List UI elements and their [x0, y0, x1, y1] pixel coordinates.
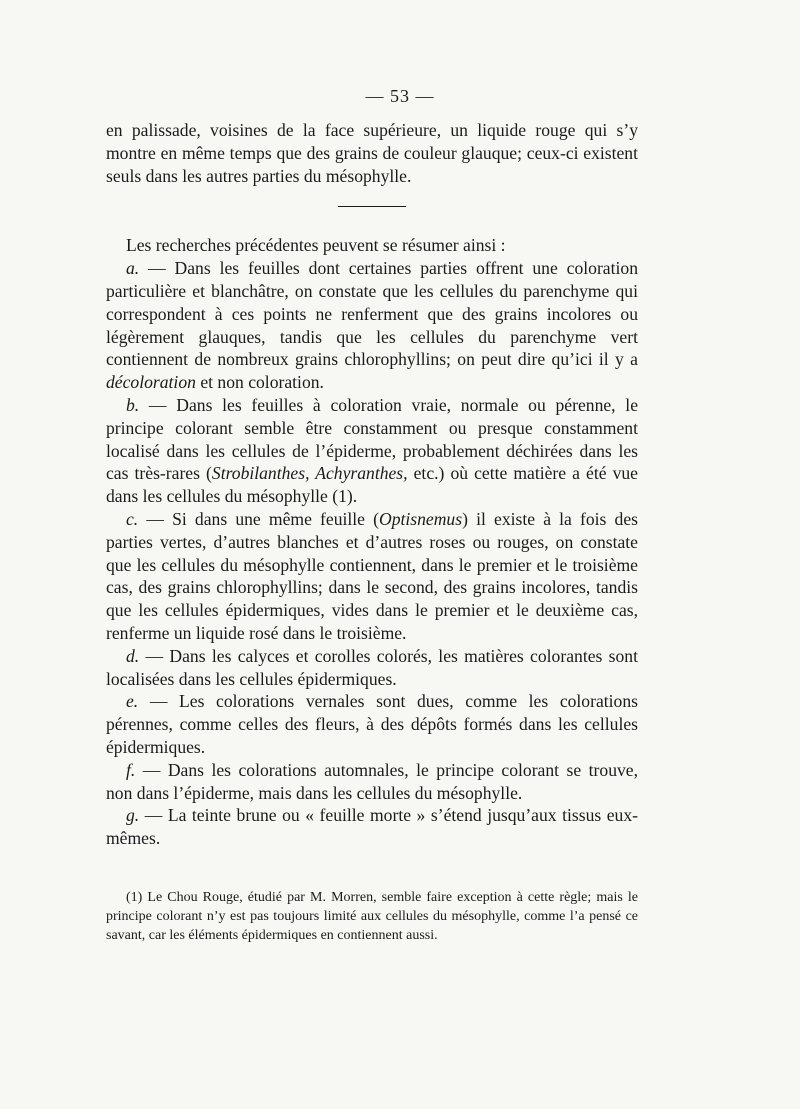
summary-item-g: g. — La teinte brune ou « feuille morte » s’étend jusqu’aux tissus eux-mêmes. [106, 805, 638, 849]
intro-paragraph: en palissade, voisines de la face supérieure, un liquide rouge qui s’y montre en même temps que des grains de couleur glauque; ceux-ci existent seuls dans les autres parties du mésophylle. [106, 120, 638, 186]
footnote [106, 888, 638, 945]
summary-item-f: f. — Dans les colorations automnales, le principe colorant se trouve, non dans l’épiderme, mais dans les cellules du mésophylle. [106, 759, 638, 803]
emphasis: Optisnemus [378, 508, 463, 529]
item-marker: d. [126, 645, 140, 666]
summary-item-b: b. — Dans les feuilles à coloration vraie, normale ou pérenne, le principe colorant semble être constamment ou presque constamment localisé dans les cellules de l’épiderme, probablement déchirées dans les cas très-rares (Strobilanthes, Achyranthes, etc.) où cette matière a été vue dans les cellules du mésophylle (1). [106, 394, 638, 507]
item-marker: g. [126, 805, 140, 826]
emphasis: décoloration [106, 372, 196, 393]
body-text [106, 119, 638, 850]
summary-item-d: d. — Dans les calyces et corolles colorés, les matières colorantes sont localisées dans les cellules épidermiques. [106, 645, 638, 689]
item-marker: b. [126, 394, 140, 415]
emphasis: Strobilanthes, Achyranthes, [211, 463, 408, 484]
summary-item-a: a. — Dans les feuilles dont certaines parties offrent une coloration particulière et blanchâtre, on constate que les cellules du parenchyme qui correspondent à ces points ne renferment que des grains incolores ou légèrement glauques, tandis que les cellules du parenchyme vert contiennent de nombreux grains chlorophyllins; on peut dire qu’ici il y a décoloration et non coloration. [106, 258, 638, 393]
item-marker: c. [126, 508, 139, 529]
section-divider [338, 206, 406, 207]
item-marker: e. [126, 691, 139, 712]
summary-item-c: c. — Si dans une même feuille (Optisnemus) il existe à la fois des parties vertes, d’autres blanches et d’autres roses ou rouges, on constate que les cellules du mésophylle contiennent, dans le premier et le troisième cas, des grains chlorophyllins; dans le second, des grains incolores, tandis que les cellules épidermiques, vides dans le premier et le deuxième cas, renferme un liquide rosé dans le troisième. [106, 508, 638, 643]
summary-item-e: e. — Les colorations vernales sont dues, comme les colorations pérennes, comme celles des fleurs, à des dépôts formés dans les cellules épidermiques. [106, 691, 638, 757]
item-marker: f. [126, 759, 136, 780]
page-number: — 53 — [365, 86, 435, 106]
item-marker: a. [126, 258, 140, 279]
footnote-text: (1) Le Chou Rouge, étudié par M. Morren, semble faire exception à cette règle; mais le principe colorant n’y est pas toujours limité aux cellules du mésophylle, comme l’a pensé ce savant, car les éléments épidermiques en contiennent aussi. [106, 890, 638, 943]
summary-heading: Les recherches précédentes peuvent se résumer ainsi : [126, 235, 506, 256]
